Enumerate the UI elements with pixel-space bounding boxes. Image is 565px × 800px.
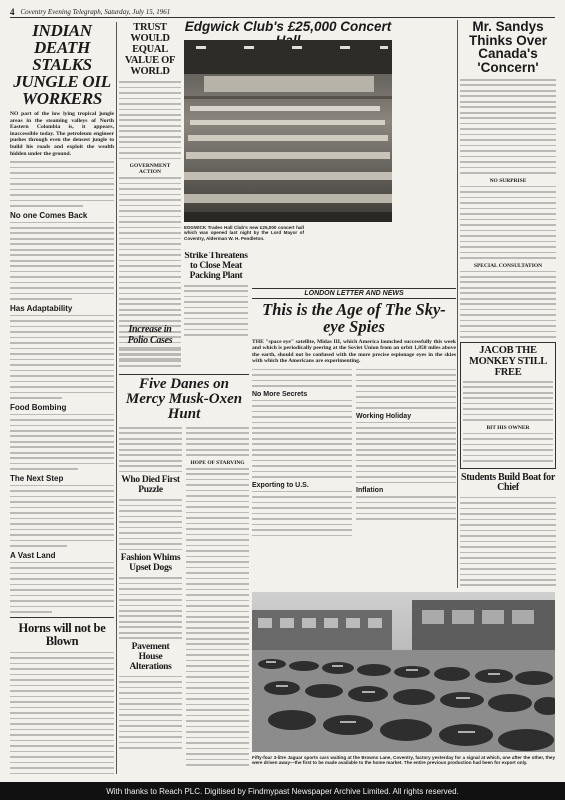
body-text-block — [186, 427, 249, 456]
column-rule — [457, 20, 458, 588]
body-text-block — [356, 369, 456, 409]
subhead-the-next-step: The Next Step — [10, 473, 64, 483]
headline-indian-death: INDIAN DEATH STALKS JUNGLE OIL WORKERS — [13, 22, 111, 108]
headline-who-died-first: Who Died First Puzzle — [121, 475, 180, 496]
lede-sky-eye-spies: THE "space eye" satellite, Midas III, which America launched successfully this week and which is periodically peering at the Soviet Union from an orbit 1,850 miles above the earth, should not be confused with the more precise espionage eyes in the skies with which the Americans are experimenting. — [252, 339, 456, 365]
body-text-block — [463, 433, 553, 462]
headline-students-boat: Students Build Boat for Chief — [461, 471, 555, 494]
headline-pavement-house: Pavement House Alterations — [129, 641, 172, 672]
jaguar-cars-caption: Fifty-four 3-litre Jaguar sports cars waiting at the Browns Lane, Coventry, factory yesterday for a signal at which, one after the other, they were driven away—the first to be made available to the home market. The entire previous production had been for export only. — [252, 755, 555, 766]
body-text-block — [463, 381, 553, 421]
headline-polio-cases: Increase in Polio Cases — [127, 325, 173, 346]
concert-hall-photo — [184, 40, 392, 222]
body-text-block — [252, 369, 352, 387]
body-text-block — [356, 422, 456, 484]
article-trust-value — [119, 22, 181, 362]
body-text-block — [119, 349, 181, 367]
headline-horns-not-blown: Horns will not be Blown — [18, 620, 106, 648]
subhead-government-action: GOVERNMENT ACTION — [129, 163, 171, 176]
body-text-block — [10, 562, 114, 613]
column-rule — [116, 22, 117, 774]
headline-five-danes: Five Danes on Mercy Musk-Oxen Hunt — [125, 377, 243, 422]
subhead-a-vast-land: A Vast Land — [10, 550, 56, 560]
body-text-block — [460, 186, 556, 259]
masthead — [10, 6, 555, 18]
subhead-has-adaptability: Has Adaptability — [10, 303, 73, 313]
subhead-inflation: Inflation — [356, 487, 384, 495]
body-text-block — [460, 497, 556, 588]
subhead-no-more-secrets: No More Secrets — [252, 390, 308, 398]
body-text-block — [119, 427, 182, 472]
section-rule — [119, 374, 249, 375]
article-sky-eye-spies — [252, 288, 456, 588]
body-text-block — [10, 485, 114, 547]
headline-sky-eye-spies: This is the Age of The Sky-eye Spies — [262, 300, 446, 336]
article-strike-meat-plant — [184, 252, 248, 362]
body-text-block — [186, 468, 249, 766]
article-polio-cases — [119, 325, 181, 375]
london-letter-kicker: LONDON LETTER AND NEWS — [252, 288, 456, 299]
body-text-block — [356, 496, 456, 520]
page-number: 4 — [10, 6, 15, 17]
headline-strike-meat-plant: Strike Threatens to Close Meat Packing Plant — [184, 252, 248, 281]
body-text-block — [119, 577, 182, 639]
subhead-hope-of-starving: HOPE OF STARVING — [190, 459, 245, 466]
subhead-bit-his-owner: BIT HIS OWNER — [486, 424, 530, 431]
headline-fashion-whims: Fashion Whims Upset Dogs — [120, 553, 181, 574]
body-text-block — [460, 271, 556, 338]
headline-concert-hall: Edgwick Club's £25,000 Concert — [184, 20, 392, 34]
body-text-block — [252, 491, 352, 536]
headline-jacob-monkey: JACOB THE MONKEY STILL FREE — [469, 344, 547, 378]
subhead-working-holiday: Working Holiday — [356, 412, 412, 420]
archive-footer: With thanks to Reach PLC. Digitised by Findmypast Newspaper Archive Limited. All rights reserved. — [0, 782, 565, 800]
body-text-block — [10, 414, 114, 470]
jaguar-cars-photo — [252, 592, 555, 752]
body-text-block — [460, 79, 556, 174]
body-text-block — [119, 499, 182, 550]
subhead-special-consultation: SPECIAL CONSULTATION — [473, 262, 543, 269]
subhead-food-bombing: Food Bombing — [10, 402, 67, 412]
body-text-block — [252, 400, 352, 478]
article-mr-sandys — [460, 20, 556, 588]
subhead-exporting-us: Exporting to U.S. — [252, 481, 309, 489]
concert-hall-caption: EDGWICK Trades Hall Club's new £25,000 concert hall which was opened last night by the Lord Mayor of Coventry, Alderman W. H. Pendleton. — [184, 225, 304, 241]
subhead-no-surprise: NO SURPRISE — [489, 177, 527, 184]
body-text-block — [10, 652, 114, 777]
publication-line: Coventry Evening Telegraph, Saturday, July 15, 1961 — [20, 7, 171, 16]
article-concert-hall — [184, 20, 392, 282]
article-five-danes — [119, 377, 249, 777]
body-text-block — [10, 222, 114, 300]
headline-mr-sandys: Mr. Sandys Thinks Over Canada's 'Concern' — [468, 20, 548, 75]
headline-trust-value: TRUST WOULD EQUAL VALUE OF WORLD — [124, 22, 176, 78]
concert-hall-image — [184, 40, 392, 222]
body-text-block — [10, 161, 114, 206]
lede-indian-death: NO part of the low lying tropical jungle areas in the steaming valleys of North Eastern Colombia is, it appears, inaccessible today. The petroleum engineer pushes through even the densest jungle to build his roads and exploit the wealth hidden under the ground. — [10, 111, 114, 157]
subhead-no-one-comes-back: No one Comes Back — [10, 210, 88, 220]
jaguar-cars-image — [252, 592, 555, 752]
body-text-block — [119, 81, 181, 159]
body-text-block — [184, 285, 248, 336]
body-text-block — [119, 676, 182, 749]
article-indian-death — [10, 22, 114, 777]
body-text-block — [10, 315, 114, 399]
